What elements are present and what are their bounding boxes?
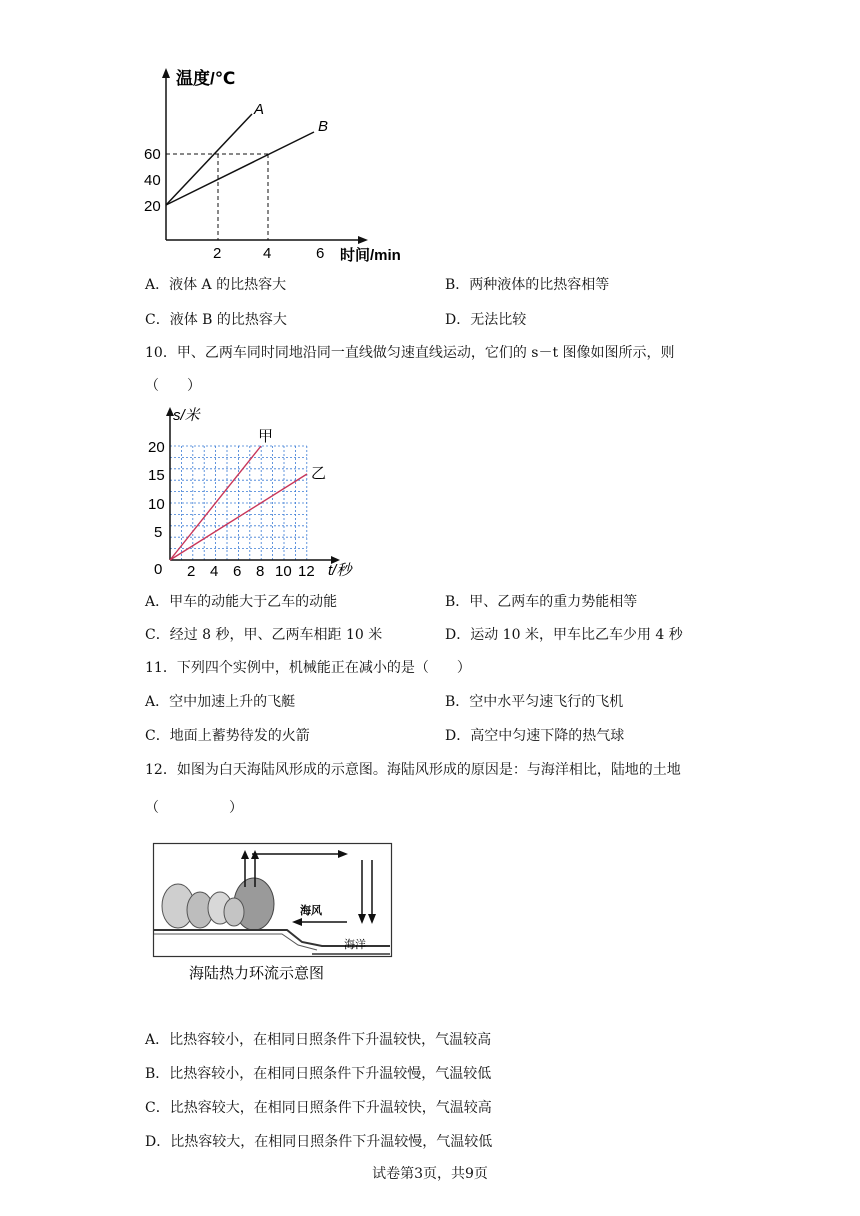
q12-option-a[interactable]: A．比热容较小，在相同日照条件下升温较快，气温较高 bbox=[145, 1032, 492, 1048]
q11-option-a[interactable]: A．空中加速上升的飞艇 bbox=[145, 694, 296, 710]
y-tick-40: 40 bbox=[144, 172, 161, 189]
q11-option-c[interactable]: C．地面上蓄势待发的火箭 bbox=[145, 728, 310, 744]
x-tick-6: 6 bbox=[233, 563, 242, 580]
line-b bbox=[166, 132, 314, 205]
q11-option-b[interactable]: B．空中水平匀速飞行的飞机 bbox=[445, 694, 624, 710]
q12-option-c[interactable]: C．比热容较大，在相同日照条件下升温较快，气温较高 bbox=[145, 1100, 492, 1116]
x-tick-4: 4 bbox=[263, 245, 272, 262]
q11-option-d[interactable]: D．高空中匀速下降的热气球 bbox=[445, 728, 625, 744]
x-tick-10: 10 bbox=[275, 563, 292, 580]
q12-option-d[interactable]: D．比热容较大，在相同日照条件下升温较慢，气温较低 bbox=[145, 1134, 493, 1150]
y-axis-label: s/米 bbox=[173, 407, 200, 424]
line-a-label: A bbox=[254, 101, 265, 118]
diagram-caption: 海陆热力环流示意图 bbox=[189, 965, 325, 982]
page-footer: 试卷第3页，共9页 bbox=[372, 1166, 488, 1182]
line-yi-label: 乙 bbox=[311, 465, 327, 482]
x-axis-label: 时间/min bbox=[340, 247, 401, 264]
q10-option-d[interactable]: D．运动 10 米，甲车比乙车少用 4 秒 bbox=[445, 627, 683, 643]
q10-option-c[interactable]: C．经过 8 秒，甲、乙两车相距 10 米 bbox=[145, 627, 383, 643]
q10-answer-blank: （ ） bbox=[145, 378, 201, 394]
line-a bbox=[166, 114, 252, 205]
graph-grid bbox=[170, 446, 307, 560]
x-axis-arrow bbox=[358, 236, 368, 244]
q10-stem: 10．甲、乙两车同时同地沿同一直线做匀速直线运动，它们的 s－t 图像如图所示，则 bbox=[145, 345, 675, 361]
sea-label: 海洋 bbox=[344, 939, 366, 951]
sea-land-breeze-diagram bbox=[152, 842, 396, 987]
y-axis-label: 温度/℃ bbox=[176, 69, 236, 88]
q10-option-b[interactable]: B．甲、乙两车的重力势能相等 bbox=[445, 594, 638, 610]
q12-answer-blank: （ ） bbox=[145, 800, 243, 816]
x-tick-2: 2 bbox=[213, 245, 222, 262]
q9-option-c[interactable]: C．液体 B 的比热容大 bbox=[145, 312, 287, 328]
y-axis-arrow bbox=[162, 68, 170, 78]
y-tick-60: 60 bbox=[144, 146, 161, 163]
y-tick-20: 20 bbox=[148, 439, 165, 456]
x-axis-label: t/秒 bbox=[328, 562, 352, 579]
q12-option-b[interactable]: B．比热容较小，在相同日照条件下升温较慢，气温较低 bbox=[145, 1066, 492, 1082]
sea-breeze-label: 海风 bbox=[300, 905, 322, 917]
q9-option-d[interactable]: D．无法比较 bbox=[445, 312, 527, 328]
x-tick-6: 6 bbox=[316, 245, 325, 262]
s-t-graph bbox=[142, 404, 367, 584]
y-tick-5: 5 bbox=[154, 524, 163, 541]
x-tick-2: 2 bbox=[187, 563, 196, 580]
q10-option-a[interactable]: A．甲车的动能大于乙车的动能 bbox=[145, 594, 338, 610]
y-tick-10: 10 bbox=[148, 496, 165, 513]
x-tick-8: 8 bbox=[256, 563, 265, 580]
x-tick-12: 12 bbox=[298, 563, 315, 580]
q9-option-a[interactable]: A．液体 A 的比热容大 bbox=[145, 277, 287, 293]
temperature-time-graph bbox=[140, 62, 430, 267]
q12-stem: 12．如图为白天海陆风形成的示意图。海陆风形成的原因是：与海洋相比，陆地的土地 bbox=[145, 762, 681, 778]
y-tick-20: 20 bbox=[144, 198, 161, 215]
x-tick-4: 4 bbox=[210, 563, 219, 580]
line-jia-label: 甲 bbox=[258, 428, 274, 445]
origin-label: 0 bbox=[154, 561, 163, 578]
y-tick-15: 15 bbox=[148, 467, 165, 484]
q9-option-b[interactable]: B．两种液体的比热容相等 bbox=[445, 277, 610, 293]
line-b-label: B bbox=[318, 118, 329, 135]
q11-stem: 11．下列四个实例中，机械能正在减小的是（ ） bbox=[145, 660, 471, 676]
